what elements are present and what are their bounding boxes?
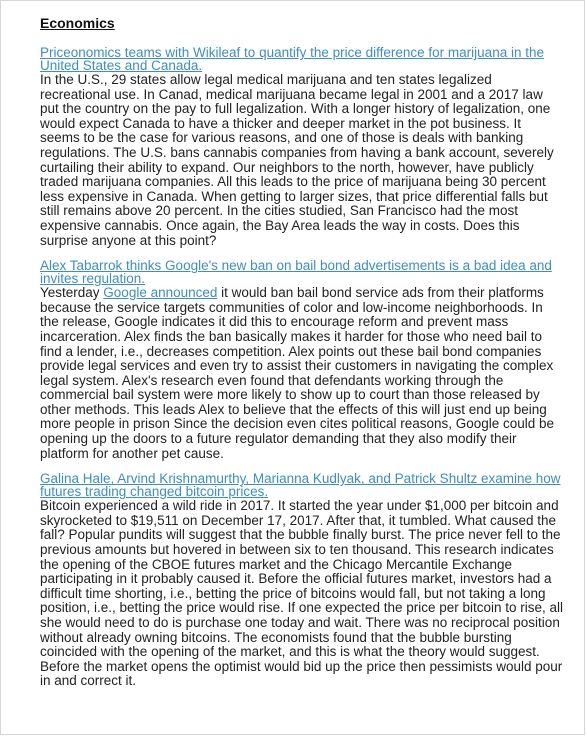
- article-title-link[interactable]: Priceonomics teams with Wikileaf to quantify the price difference for marijuana in the United States and Canada.: [40, 45, 544, 73]
- article-body-text: Yesterday: [40, 285, 104, 301]
- article-priceonomics: [40, 46, 564, 248]
- article-bitcoin-futures: [40, 472, 564, 689]
- newsletter-content: [40, 14, 564, 700]
- article-title-link[interactable]: Alex Tabarrok thinks Google's new ban on bail bond advertisements is a bad idea and invites regulation.: [40, 258, 552, 287]
- article-title-link[interactable]: Galina Hale, Arvind Krishnamurthy, Marianna Kudlyak, and Patrick Shultz examine how futures trading changed bitcoin prices.: [40, 471, 561, 500]
- article-bail-bonds: [40, 259, 564, 461]
- google-announced-link[interactable]: Google announced: [103, 285, 218, 301]
- section-heading: Economics: [40, 15, 115, 31]
- article-body-text: it would ban bail bond service ads from their platforms because the service targets communities of color and low-income neighborhoods. In the release, Google indicates it did this to encourage reform and prevent mass incarceration. Alex finds the ban basically makes it harder for those who need bail to find a lender, i.e., decreases competition. Alex points out these bail bond companies provide legal services and even try to assist their customers in navigating the complex legal system. Alex's research even found that defendants working through the commercial bail system were more likely to show up to court than those released by other methods. This leads Alex to believe that the effects of this will just end up being more people in prison Since the decision even cites political reasons, Google could be opening up the doors to a future regulator demanding that they also modify their platform for another pet cause.: [40, 285, 555, 461]
- article-body: [40, 286, 564, 461]
- article-body: Bitcoin experienced a wild ride in 2017. It started the year under $1,000 per bitcoin and skyrocketed to $19,511 on December 17, 2017. After that, it tumbled. What caused the fall? Popular pundits will suggest that the bubble finally burst. The price never fell to the previous amounts but hovered in between six to ten thousand. This research indicates the opening of the CBOE futures market and the Chicago Mercantile Exchange participating in it probably caused it. Before the official futures market, investors had a difficult time shorting, i.e., betting the price of bitcoins would fall, but not taking a long position, i.e., betting the price would rise. If one expected the price per bitcoin to rise, all she would need to do is purchase one today and wait. There was no reciprocal position without already owning bitcoins. The economists found that the bubble bursting coincided with the opening of the market, and this is what the theory would suggest. Before the market opens the optimist would bid up the price then pessimists would pour in and correct it.: [40, 498, 564, 689]
- article-body: In the U.S., 29 states allow legal medical marijuana and ten states legalized recreational use. In Canad, medical marijuana became legal in 2001 and a 2017 law put the country on the pay to full legalization. With a longer history of legalization, one would expect Canada to have a thicker and deeper market in the pot business. It seems to be the case for various reasons, and one of those is deals with banking regulations. The U.S. bans cannabis companies from having a bank account, severely curtailing their ability to expand. Our neighbors to the north, however, have publicly traded marijuana companies. All this leads to the price of marijuana being 30 percent less expensive in Canada. When getting to larger sizes, that price differential falls but still remains above 20 percent. In the cities studied, San Francisco had the most expensive cannabis. Once again, the Bay Area leads the way in costs. Does this surprise anyone at this point?: [40, 72, 554, 248]
